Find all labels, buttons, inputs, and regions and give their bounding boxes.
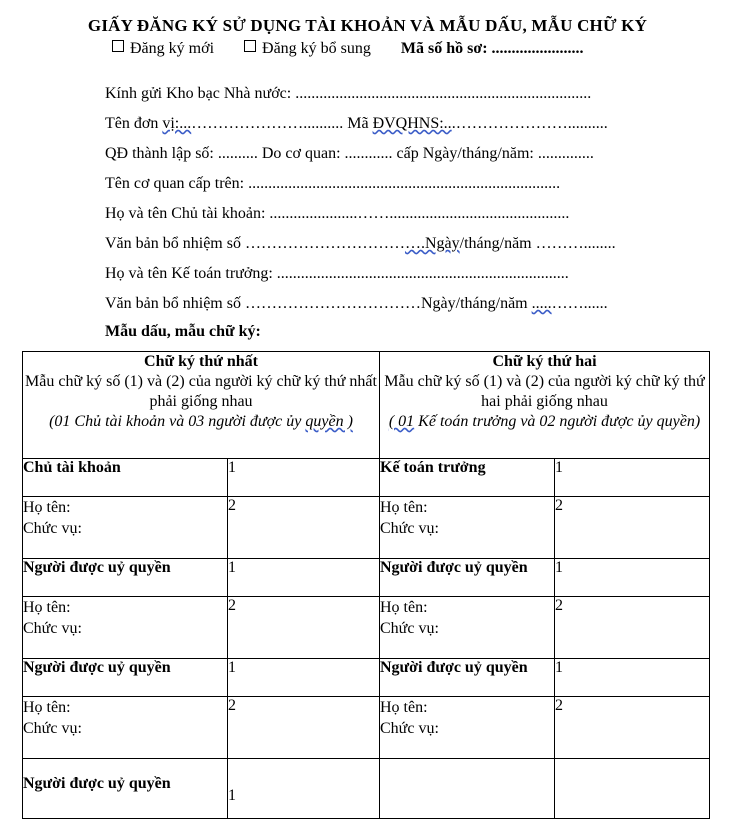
role-nguoi-uy-quyen: Người được uỷ quyền bbox=[380, 559, 555, 597]
signature-slot-2: 2 bbox=[555, 497, 710, 559]
supplement-registration-label: Đăng ký bổ sung bbox=[262, 40, 371, 57]
first-signature-header: Chữ ký thứ nhất Mẫu chữ ký số (1) và (2) của người ký chữ ký thứ nhất phải giống nhau (01 Chủ tài khoản và 03 người được ủy quyền ) bbox=[23, 352, 380, 459]
signature-slot-2: 2 bbox=[555, 597, 710, 659]
signature-slot-2: 2 bbox=[228, 597, 380, 659]
table-row bbox=[23, 497, 710, 559]
field-ke-toan-truong: Họ và tên Kế toán trưởng: ......................................................................... bbox=[105, 265, 569, 282]
table-row bbox=[23, 597, 710, 659]
signature-table bbox=[22, 351, 710, 819]
field-qd-thanh-lap: QĐ thành lập số: .......... Do cơ quan: ............ cấp Ngày/tháng/năm: .............. bbox=[105, 145, 594, 162]
role-nguoi-uy-quyen: Người được uỷ quyền bbox=[23, 659, 228, 697]
role-nguoi-uy-quyen: Người được uỷ quyền bbox=[23, 759, 228, 819]
person-info: Họ tên: Chức vụ: bbox=[380, 497, 555, 559]
signature-slot-1: 1 bbox=[228, 659, 380, 697]
field-van-ban-bo-nhiem-2: Văn bản bổ nhiệm số ……………………………Ngày/tháng/năm .....……...... bbox=[105, 295, 608, 312]
signature-slot-2: 2 bbox=[228, 697, 380, 759]
section-title: Mẫu dấu, mẫu chữ ký: bbox=[105, 323, 261, 340]
role-nguoi-uy-quyen: Người được uỷ quyền bbox=[380, 659, 555, 697]
table-row bbox=[23, 559, 710, 597]
person-info: Họ tên: Chức vụ: bbox=[380, 697, 555, 759]
table-row bbox=[23, 697, 710, 759]
table-row bbox=[23, 659, 710, 697]
field-co-quan-cap-tren: Tên cơ quan cấp trên: .............................................................................. bbox=[105, 175, 561, 192]
signature-slot-1: 1 bbox=[555, 559, 710, 597]
person-info: Họ tên: Chức vụ: bbox=[23, 497, 228, 559]
second-signature-header: Chữ ký thứ hai Mẫu chữ ký số (1) và (2) của người ký chữ ký thứ hai phải giống nhau ( 01 Kế toán trưởng và 02 người được ủy quyền) bbox=[380, 352, 710, 459]
record-code-label: Mã số hồ sơ: ....................... bbox=[400, 40, 584, 57]
signature-slot-2: 2 bbox=[228, 497, 380, 559]
role-chu-tai-khoan: Chủ tài khoản bbox=[23, 459, 228, 497]
signature-slot-1: 1 bbox=[555, 659, 710, 697]
field-van-ban-bo-nhiem-1: Văn bản bổ nhiệm số …………………………….Ngày/tháng/năm ………........ bbox=[105, 235, 616, 252]
table-row bbox=[23, 759, 710, 819]
new-registration-checkbox[interactable] bbox=[112, 40, 124, 52]
person-info: Họ tên: Chức vụ: bbox=[380, 597, 555, 659]
table-row bbox=[23, 459, 710, 497]
role-nguoi-uy-quyen: Người được uỷ quyền bbox=[23, 559, 228, 597]
empty-cell bbox=[555, 759, 710, 819]
registration-type-line bbox=[112, 40, 584, 58]
table-header-row bbox=[23, 352, 710, 459]
signature-slot-1: 1 bbox=[228, 459, 380, 497]
empty-cell bbox=[380, 759, 555, 819]
person-info: Họ tên: Chức vụ: bbox=[23, 597, 228, 659]
signature-slot-2: 2 bbox=[555, 697, 710, 759]
signature-slot-1: 1 bbox=[228, 559, 380, 597]
field-chu-tai-khoan: Họ và tên Chủ tài khoản: ......................……............................................. bbox=[105, 205, 570, 222]
supplement-registration-checkbox[interactable] bbox=[244, 40, 256, 52]
role-ke-toan-truong: Kế toán trưởng bbox=[380, 459, 555, 497]
field-kinh-gui: Kính gửi Kho bạc Nhà nước: .......................................................................... bbox=[105, 85, 592, 102]
new-registration-label: Đăng ký mới bbox=[130, 40, 215, 57]
field-ten-don-vi: Tên đơn vị:...………………….......... Mã ĐVQHNS:...………………….......... bbox=[105, 115, 608, 132]
person-info: Họ tên: Chức vụ: bbox=[23, 697, 228, 759]
signature-slot-1: 1 bbox=[228, 759, 380, 819]
signature-slot-1: 1 bbox=[555, 459, 710, 497]
document-title: GIẤY ĐĂNG KÝ SỬ DỤNG TÀI KHOẢN VÀ MẪU DẤU, MẪU CHỮ KÝ bbox=[87, 16, 648, 35]
